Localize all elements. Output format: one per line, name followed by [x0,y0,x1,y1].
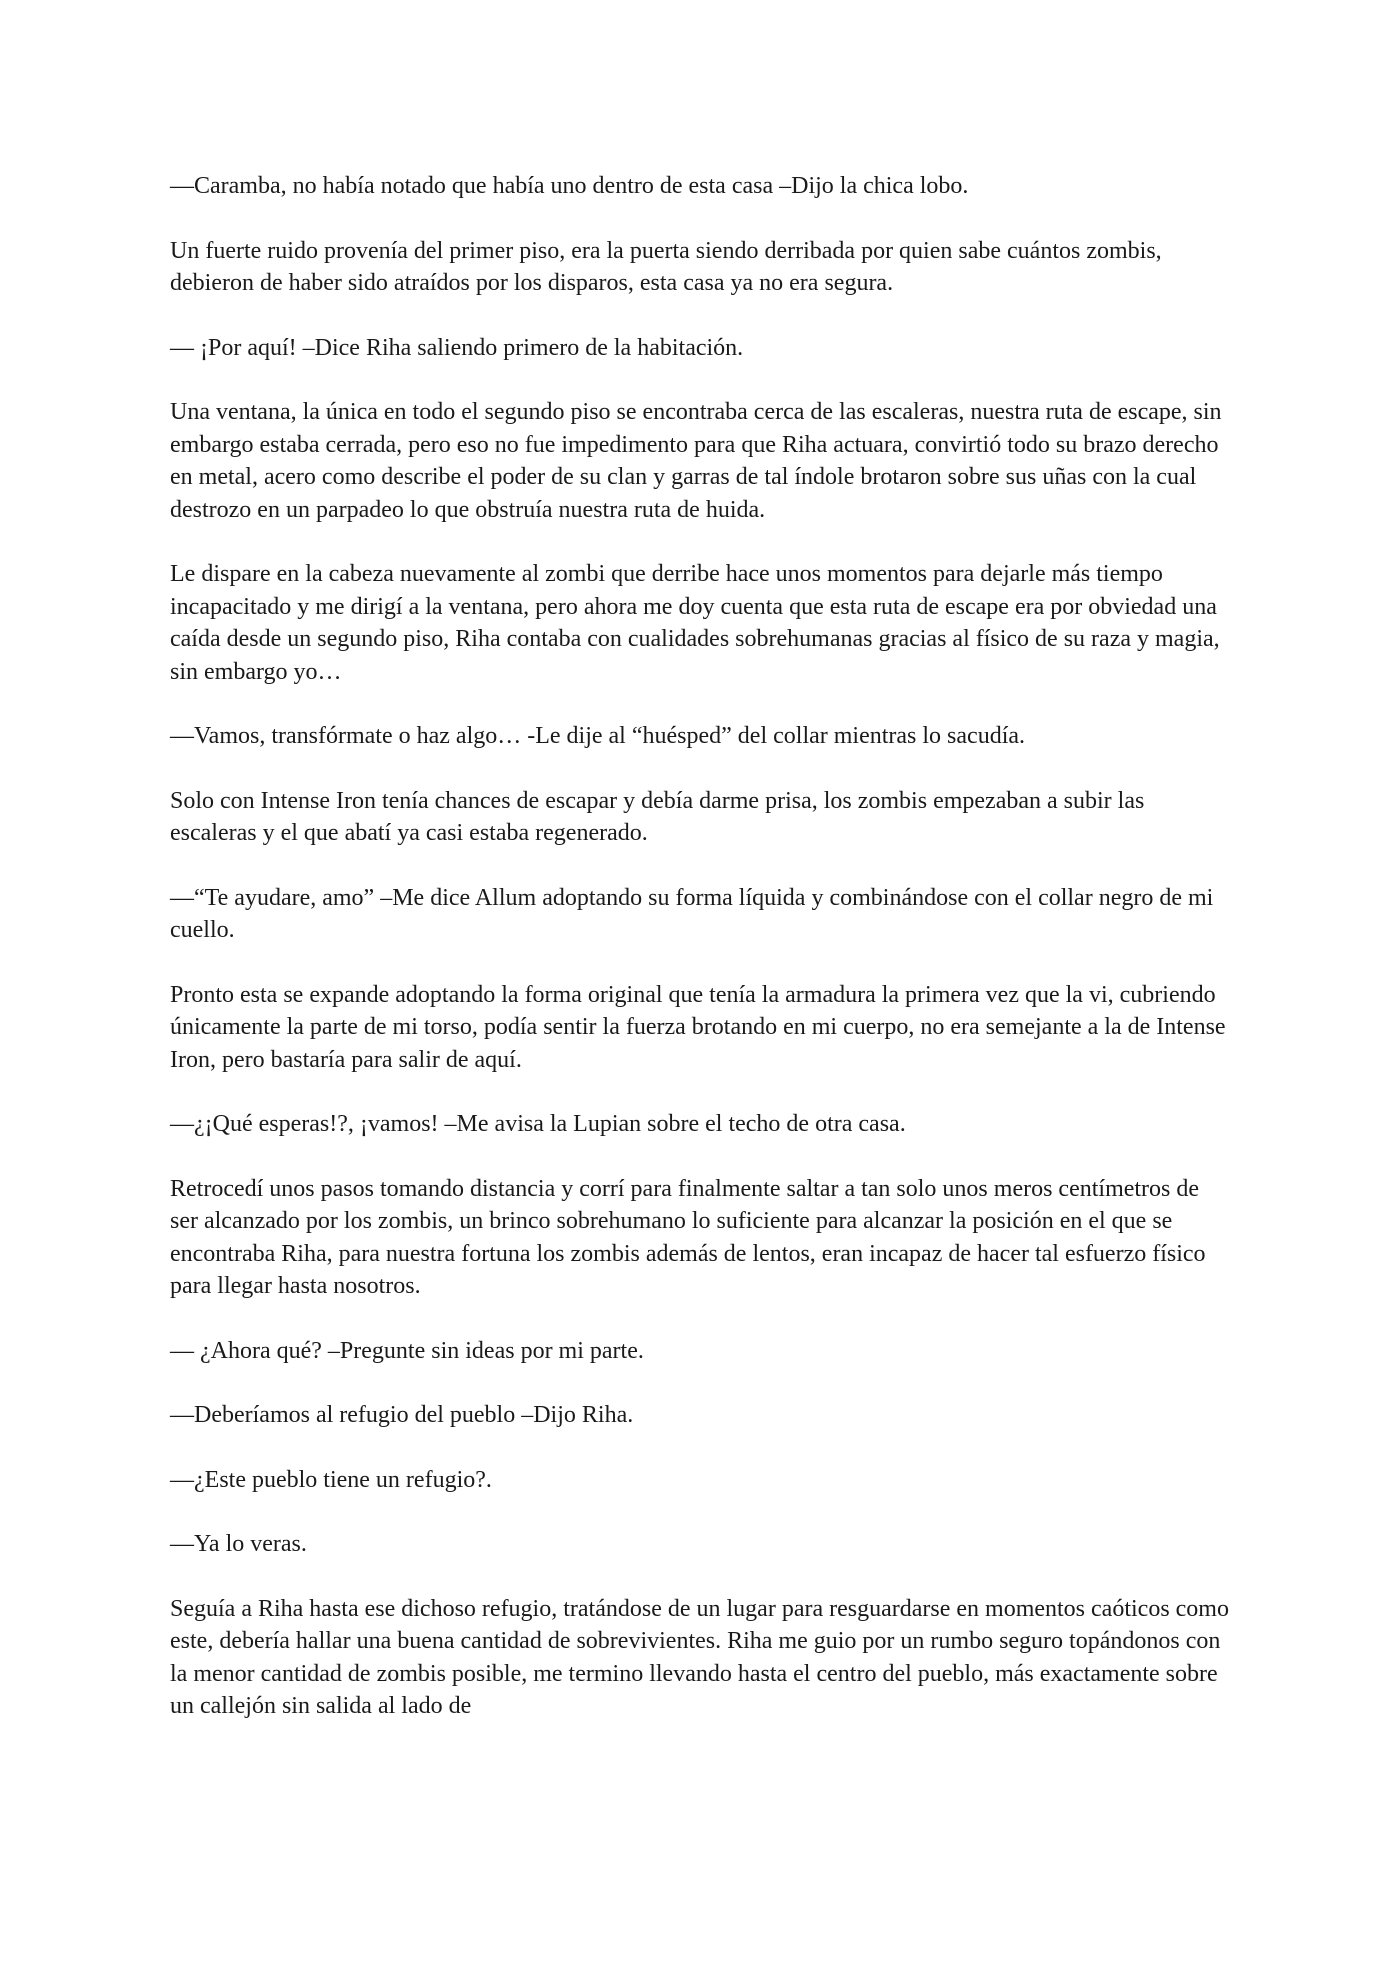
document-page [170,170,1230,1755]
paragraph: — ¡Por aquí! –Dice Riha saliendo primero de la habitación. [170,334,744,361]
paragraph: Una ventana, la única en todo el segundo piso se encontraba cerca de las escaleras, nuestra ruta de escape, sin embargo estaba cerrada, pero eso no fue impedimento para que Riha actuara, convirtió todo su brazo derecho en metal, acero como describe el poder de su clan y garras de tal índole brotaron sobre sus uñas con la cual destrozo en un parpadeo lo que obstruía nuestra ruta de huida. [170,399,1222,523]
paragraph: Solo con Intense Iron tenía chances de escapar y debía darme prisa, los zombis empezaban a subir las escaleras y el que abatí ya casi estaba regenerado. [170,787,1145,846]
paragraph: Pronto esta se expande adoptando la forma original que tenía la armadura la primera vez que la vi, cubriendo únicamente la parte de mi torso, podía sentir la fuerza brotando en mi cuerpo, no era semejante a la de Intense Iron, pero bastaría para salir de aquí. [170,981,1226,1073]
paragraph: Le dispare en la cabeza nuevamente al zombi que derribe hace unos momentos para dejarle más tiempo incapacitado y me dirigí a la ventana, pero ahora me doy cuenta que esta ruta de escape era por obviedad una caída desde un segundo piso, Riha contaba con cualidades sobrehumanas gracias al físico de su raza y magia, sin embargo yo… [170,561,1220,685]
paragraph: —¿Este pueblo tiene un refugio?. [170,1466,492,1493]
paragraph: —Vamos, transfórmate o haz algo… -Le dije al “huésped” del collar mientras lo sacudía. [170,723,1026,749]
paragraph: —Ya lo veras. [170,1531,307,1557]
paragraph: —“Te ayudare, amo” –Me dice Allum adoptando su forma líquida y combinándose con el collar negro de mi cuello. [170,884,1214,943]
paragraph: Seguía a Riha hasta ese dichoso refugio, tratándose de un lugar para resguardarse en momentos caóticos como este, debería hallar una buena cantidad de sobrevivientes. Riha me guio por un rumbo seguro topándonos con la menor cantidad de zombis posible, me termino llevando hasta el centro del pueblo, más exactamente sobre un callejón sin salida al lado de [170,1595,1229,1719]
paragraph: Un fuerte ruido provenía del primer piso, era la puerta siendo derribada por quien sabe cuántos zombis, debieron de haber sido atraídos por los disparos, esta casa ya no era segura. [170,237,1162,296]
paragraph: —Caramba, no había notado que había uno dentro de esta casa –Dijo la chica lobo. [170,173,969,199]
paragraph: Retrocedí unos pasos tomando distancia y corrí para finalmente saltar a tan solo unos meros centímetros de ser alcanzado por los zombis, un brinco sobrehumano lo suficiente para alcanzar la posición en el que se encontraba Riha, para nuestra fortuna los zombis además de lentos, eran incapaz de hacer tal esfuerzo físico para llegar hasta nosotros. [170,1175,1206,1299]
paragraph: —Deberíamos al refugio del pueblo –Dijo Riha. [170,1402,634,1428]
paragraph: —¿¡Qué esperas!?, ¡vamos! –Me avisa la Lupian sobre el techo de otra casa. [170,1111,906,1137]
paragraph: — ¿Ahora qué? –Pregunte sin ideas por mi parte. [170,1337,644,1364]
